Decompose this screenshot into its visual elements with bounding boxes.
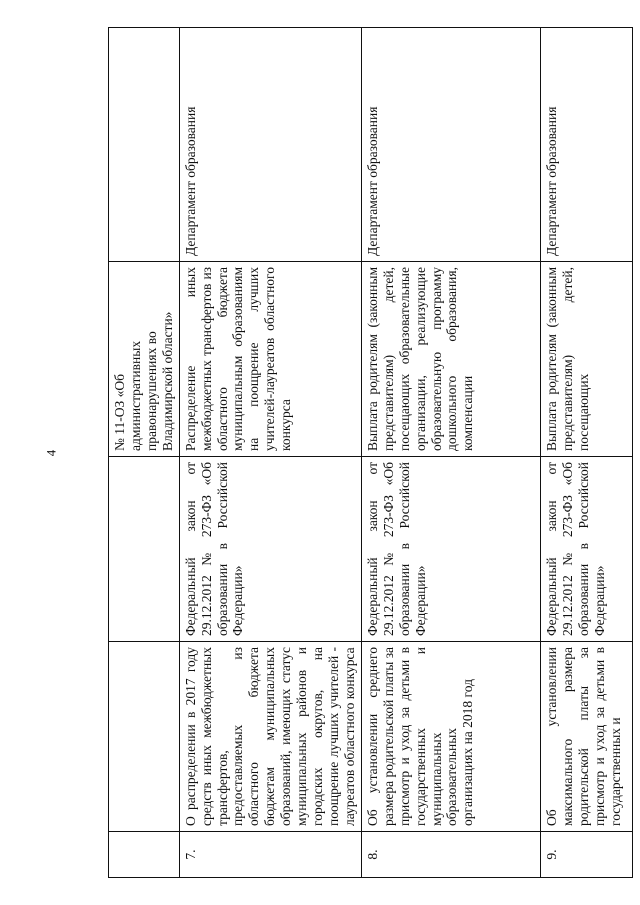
cell-law2: № 11-ОЗ «Об административных правонарушениях во Владимирской области» [109, 262, 180, 457]
table-grid [108, 27, 633, 878]
act-title: Об установлении максимального размера родительской платы за присмотр и уход за детьми в государственных и [540, 642, 632, 832]
table-row [179, 28, 361, 878]
row-number: 8. [361, 832, 540, 878]
table-row [540, 28, 632, 878]
responsible-department: Департамент образования [540, 28, 632, 262]
cell-dept [109, 28, 180, 262]
regulations-table [108, 28, 623, 878]
act-title: О распределении в 2017 году средств иных межбюджетных трансфертов, предоставляемых из областного бюджета бюджетам муниципальных образований, имеющих статус муниципальных районов и городских округов, на поощрение лучших учителей - лауреатов областного конкурса [179, 642, 361, 832]
legal-basis: Федеральный закон от 29.12.2012 № 273-ФЗ «Об образовании в Российской Федерации» [179, 457, 361, 642]
regulation-subject: Выплата родителям (законным представителям) детей, посещающих [540, 262, 632, 457]
cell-num [109, 832, 180, 878]
row-number: 7. [179, 832, 361, 878]
cell-act [109, 642, 180, 832]
responsible-department: Департамент образования [179, 28, 361, 262]
regulation-subject: Выплата родителям (законным представителям) детей, посещающих образовательные организации, реализующие образовательную программу дошкольного образования, компенсации [361, 262, 540, 457]
table-row [361, 28, 540, 878]
regulation-subject: Распределение иных межбюджетных трансфертов из областного бюджета муниципальным образованиям на поощрение лучших учителей-лауреатов областного конкурса [179, 262, 361, 457]
table-row-continued [109, 28, 180, 878]
legal-basis: Федеральный закон от 29.12.2012 № 273-ФЗ «Об образовании в Российской Федерации» [540, 457, 632, 642]
responsible-department: Департамент образования [361, 28, 540, 262]
legal-basis: Федеральный закон от 29.12.2012 № 273-ФЗ «Об образовании в Российской Федерации» [361, 457, 540, 642]
cell-law [109, 457, 180, 642]
row-number: 9. [540, 832, 632, 878]
page-number: 4 [43, 449, 59, 457]
act-title: Об установлении среднего размера родительской платы за присмотр и уход за детьми в государственных и муниципальных образовательных организациях на 2018 год [361, 642, 540, 832]
